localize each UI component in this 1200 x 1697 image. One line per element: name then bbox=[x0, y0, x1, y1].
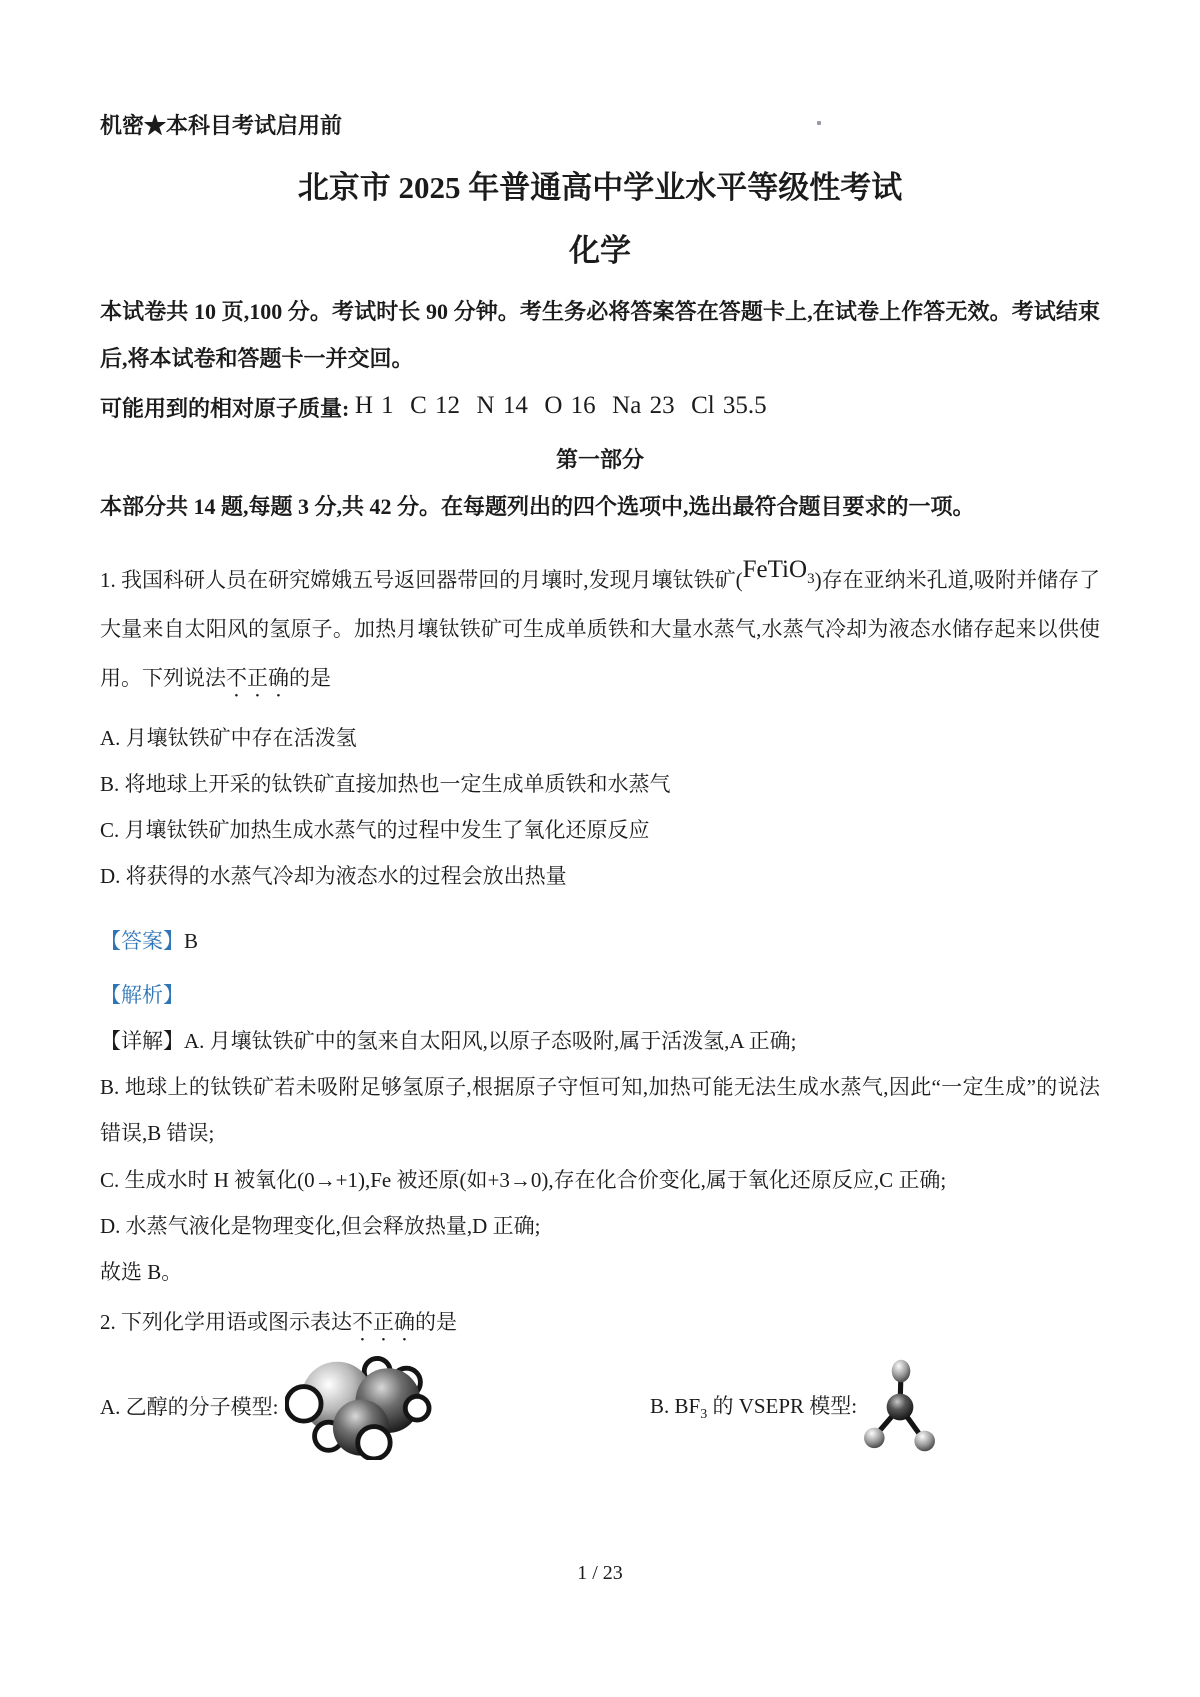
question1-stem-text: 1. 我国科研人员在研究嫦娥五号返回器带回的月壤时,发现月壤钛铁矿( bbox=[100, 568, 743, 593]
part1-heading: 第一部分 bbox=[555, 446, 644, 472]
detail-a-text: A. 月壤钛铁矿中的氢来自太阳风,以原子态吸附,属于活泼氢,A 正确; bbox=[184, 1028, 797, 1053]
question2-stem-emphasis: 不正确 bbox=[352, 1310, 415, 1335]
question2-option-b bbox=[640, 1356, 1100, 1456]
exam-subject: 化学 bbox=[569, 233, 631, 269]
question2-stem-text: 2. 下列化学用语或图示表达 bbox=[100, 1310, 352, 1335]
question1-option-a: A. 月壤钛铁矿中存在活泼氢 bbox=[100, 725, 357, 750]
question2-option-a-label: A. 乙醇的分子模型: bbox=[100, 1395, 279, 1420]
question1-conclusion: 故选 B。 bbox=[100, 1259, 183, 1284]
question1-stem-end: 的是 bbox=[289, 665, 331, 690]
answer-label: 【答案】 bbox=[100, 928, 184, 953]
fetio3-formula-base: FeTiO bbox=[742, 556, 808, 584]
part1-description: 本部分共 14 题,每题 3 分,共 42 分。在每题列出的四个选项中,选出最符合题目要求的一项。 bbox=[100, 494, 975, 520]
question1-detail-d: D. 水蒸气液化是物理变化,但会释放热量,D 正确; bbox=[100, 1213, 541, 1238]
bf3-vsepr-model-icon bbox=[863, 1356, 937, 1456]
question1-stem bbox=[100, 556, 1100, 703]
detail-label: 【详解】 bbox=[100, 1028, 184, 1053]
question1-detail-b: B. 地球上的钛铁矿若未吸附足够氢原子,根据原子守恒可知,加热可能无法生成水蒸气,因此“一定生成”的说法错误,B 错误; bbox=[100, 1075, 1100, 1146]
question2-stem bbox=[100, 1299, 1100, 1346]
exam-title: 北京市 2025 年普通高中学业水平等级性考试 bbox=[297, 169, 903, 205]
question1-stem-emphasis: 不正确 bbox=[226, 665, 289, 690]
question1-options bbox=[100, 715, 1100, 900]
ethanol-space-filling-model-icon bbox=[285, 1352, 437, 1460]
question1-option-d: D. 将获得的水蒸气冷却为液态水的过程会放出热量 bbox=[100, 864, 567, 889]
question1-detail-a bbox=[100, 1018, 1100, 1064]
scan-artifact-dot bbox=[817, 121, 821, 125]
question1-detail-c: C. 生成水时 H 被氧化(0→+1),Fe 被还原(如+3→0),存在化合价变化,属于氧化还原反应,C 正确; bbox=[100, 1167, 947, 1192]
question2-option-b-prefix: B. BF bbox=[650, 1393, 701, 1418]
question1-answer-line bbox=[100, 918, 1100, 964]
question2-option-b-subscript: 3 bbox=[700, 1406, 708, 1422]
page-number: 1 / 23 bbox=[577, 1562, 623, 1584]
question2-option-b-suffix: 的 VSEPR 模型: bbox=[707, 1393, 858, 1418]
exam-instructions: 本试卷共 10 页,100 分。考试时长 90 分钟。考生务必将答案答在答题卡上,在试卷上作答无效。考试结束后,将本试卷和答题卡一并交回。 bbox=[100, 299, 1100, 372]
atomic-mass-line bbox=[100, 382, 1100, 436]
analysis-label: 【解析】 bbox=[100, 982, 184, 1007]
question1-option-c: C. 月壤钛铁矿加热生成水蒸气的过程中发生了氧化还原反应 bbox=[100, 818, 650, 843]
answer-value: B bbox=[184, 928, 199, 953]
fetio3-formula-subscript: 3 bbox=[807, 571, 815, 588]
question1-option-b: B. 将地球上开采的钛铁矿直接加热也一定生成单质铁和水蒸气 bbox=[100, 772, 671, 797]
confidential-notice: 机密★本科目考试启用前 bbox=[100, 113, 343, 138]
question2-stem-end: 的是 bbox=[415, 1310, 457, 1335]
atomic-mass-label: 可能用到的相对原子质量: bbox=[100, 396, 350, 422]
question2-option-a bbox=[100, 1352, 640, 1460]
question2-option-b-label bbox=[650, 1390, 857, 1423]
atomic-mass-values: H 1 C 12 N 14 O 16 Na 23 Cl 35.5 bbox=[354, 392, 767, 420]
fetio3-formula bbox=[742, 556, 815, 588]
question1-analysis-line bbox=[100, 972, 1100, 1018]
question2-options-row bbox=[100, 1352, 1100, 1460]
question1-stem-mid: )存在亚纳米孔道,吸附并储存了大量来自太阳风的氢原子。加热月壤钛铁矿可生成单质铁和大量水蒸气,水蒸气冷却为液态水储存起来以供使用。下列说法 bbox=[100, 568, 1100, 690]
